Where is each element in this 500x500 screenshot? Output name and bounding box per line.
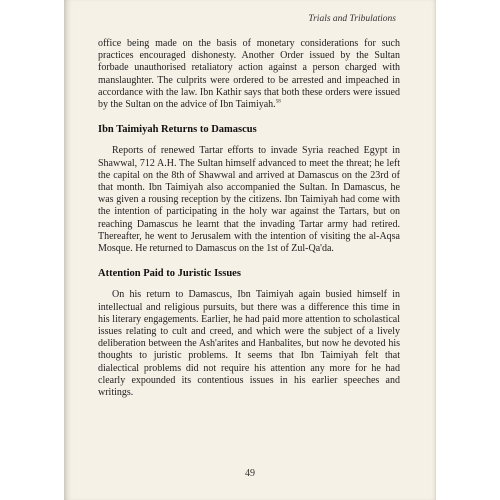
paragraph-continuation [98,38,400,111]
paragraph-juristic: On his return to Damascus, Ibn Taimiyah again busied himself in intellectual and religious pursuits, but there was a difference this time in his literary engagements. Earlier, he had paid more attention to scholastical issues relating to cult and creed, and which were the subject of a lively deliberation between the Ash'arites and Hanbalites, but now he devoted his thoughts to juristic problems. It seems that Ibn Taimiyah felt that dialectical problems did not require his attention any more for he had clearly expounded its contentious issues in his earlier speeches and writings. [98,289,400,399]
page-number: 49 [245,468,255,479]
running-header: Trials and Tribulations [308,14,396,24]
book-page [64,0,436,500]
paragraph-text: office being made on the basis of monetary considerations for such practices encouraged dishonesty. Another Order issued by the Sultan forbade unauthorised retaliatory action against a person charged with manslaughter. The culprits were ordered to be arrested and impeached in accordance with the law. Ibn Kathir says that both these orders were issued by the Sultan on the advice of Ibn Taimiyah. [98,38,400,111]
section-heading-juristic-issues: Attention Paid to Juristic Issues [98,268,241,280]
paragraph-damascus: Reports of renewed Tartar efforts to invade Syria reached Egypt in Shawwal, 712 A.H. The Sultan himself advanced to meet the threat; he left the capital on the 8th of Shawwal and arrived at Damascus on the 23rd of that month. Ibn Taimiyah also accompanied the Sultan. In Damascus, he was given a rousing reception by the citizens. Ibn Taimiyah had come with the intention of participating in the holy war against the Tartars, but on reaching Damascus he learnt that the invading Tartar army had retired. Thereafter, he went to Jerusalem with the intention of visiting the al-Aqsa Mosque. He returned to Damascus on the 1st of Zul-Qa'da. [98,145,400,255]
section-heading-returns-to-damascus: Ibn Taimiyah Returns to Damascus [98,124,257,136]
page-content [98,38,400,399]
footnote-marker: 58 [275,99,281,105]
